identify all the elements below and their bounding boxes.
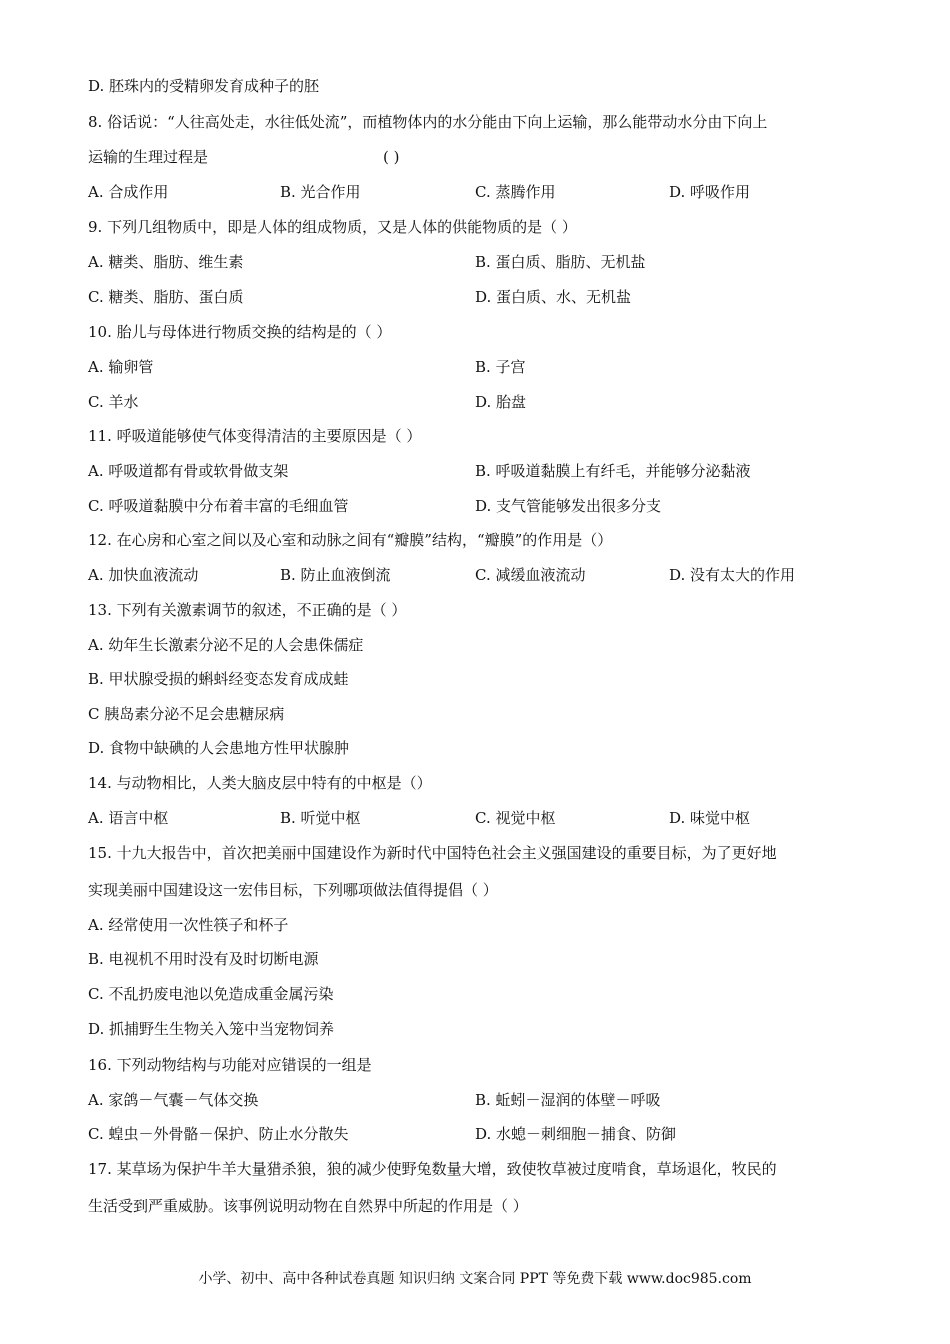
q14-option-b: B. 听觉中枢 [280,809,361,827]
q15-option-a: A. 经常使用一次性筷子和杯子 [88,916,289,934]
q17-stem-line2: 生活受到严重威胁。该事例说明动物在自然界中所起的作用是（ ） [88,1197,528,1215]
q12-option-c: C. 减缓血液流动 [475,566,586,584]
q10-option-c: C. 羊水 [88,393,139,411]
q9-option-d: D. 蛋白质、水、无机盐 [475,288,632,306]
q14-option-d: D. 味觉中枢 [669,809,751,827]
q13-option-b: B. 甲状腺受损的蝌蚪经变态发育成成蛙 [88,670,349,688]
q16-option-c: C. 蝗虫－外骨骼－保护、防止水分散失 [88,1125,349,1143]
q11-option-d: D. 支气管能够发出很多分支 [475,497,662,515]
page-footer: 小学、初中、高中各种试卷真题 知识归纳 文案合同 PPT 等免费下载 www.doc985.com [198,1271,752,1287]
q13-option-c: C 胰岛素分泌不足会患糖尿病 [88,705,285,723]
q8-option-d: D. 呼吸作用 [669,183,751,201]
q8-stem-line1: 8. 俗话说：“人往高处走，水往低处流”，而植物体内的水分能由下向上运输，那么能带动水分由下向上 [88,113,768,131]
q8-answer-paren: ( ) [383,148,400,166]
q7-option-d: D. 胚珠内的受精卵发育成种子的胚 [88,77,320,95]
q10-option-d: D. 胎盘 [475,393,527,411]
q10-stem: 10. 胎儿与母体进行物质交换的结构是的（ ） [88,323,392,341]
q16-option-d: D. 水螅－刺细胞－捕食、防御 [475,1125,677,1143]
q14-stem: 14. 与动物相比，人类大脑皮层中特有的中枢是（） [88,774,432,792]
q8-option-c: C. 蒸腾作用 [475,183,556,201]
q12-option-a: A. 加快血液流动 [88,566,199,584]
q13-option-a: A. 幼年生长激素分泌不足的人会患侏儒症 [88,636,364,654]
q16-stem: 16. 下列动物结构与功能对应错误的一组是 [88,1056,372,1074]
q14-option-a: A. 语言中枢 [88,809,169,827]
q11-option-c: C. 呼吸道黏膜中分布着丰富的毛细血管 [88,497,349,515]
q14-option-c: C. 视觉中枢 [475,809,556,827]
q15-stem-line1: 15. 十九大报告中，首次把美丽中国建设作为新时代中国特色社会主义强国建设的重要目标，为了更好地 [88,844,777,862]
q15-option-b: B. 电视机不用时没有及时切断电源 [88,950,319,968]
q13-stem: 13. 下列有关激素调节的叙述，不正确的是（ ） [88,601,407,619]
q11-stem: 11. 呼吸道能够使气体变得清洁的主要原因是（ ） [88,427,422,445]
q11-option-a: A. 呼吸道都有骨或软骨做支架 [88,462,289,480]
q9-stem: 9. 下列几组物质中，即是人体的组成物质，又是人体的供能物质的是（ ） [88,218,577,236]
q16-option-a: A. 家鸽－气囊－气体交换 [88,1091,259,1109]
q12-stem: 12. 在心房和心室之间以及心室和动脉之间有“瓣膜”结构，“瓣膜”的作用是（） [88,531,613,549]
q8-option-a: A. 合成作用 [88,183,169,201]
q15-option-c: C. 不乱扔废电池以免造成重金属污染 [88,985,334,1003]
q12-option-b: B. 防止血液倒流 [280,566,391,584]
q15-stem-line2: 实现美丽中国建设这一宏伟目标，下列哪项做法值得提倡（ ） [88,881,498,899]
q9-option-c: C. 糖类、脂肪、蛋白质 [88,288,244,306]
q17-stem-line1: 17. 某草场为保护牛羊大量猎杀狼，狼的减少使野兔数量大增，致使牧草被过度啃食，草场退化，牧民的 [88,1160,777,1178]
q8-stem-line2: 运输的生理过程是 [88,148,209,166]
q15-option-d: D. 抓捕野生生物关入笼中当宠物饲养 [88,1020,335,1038]
q16-option-b: B. 蚯蚓－湿润的体壁－呼吸 [475,1091,661,1109]
q9-option-b: B. 蛋白质、脂肪、无机盐 [475,253,646,271]
q12-option-d: D. 没有太大的作用 [669,566,796,584]
q11-option-b: B. 呼吸道黏膜上有纤毛，并能够分泌黏液 [475,462,751,480]
q10-option-b: B. 子宫 [475,358,526,376]
q13-option-d: D. 食物中缺碘的人会患地方性甲状腺肿 [88,739,350,757]
q10-option-a: A. 输卵管 [88,358,154,376]
q9-option-a: A. 糖类、脂肪、维生素 [88,253,244,271]
q8-option-b: B. 光合作用 [280,183,361,201]
